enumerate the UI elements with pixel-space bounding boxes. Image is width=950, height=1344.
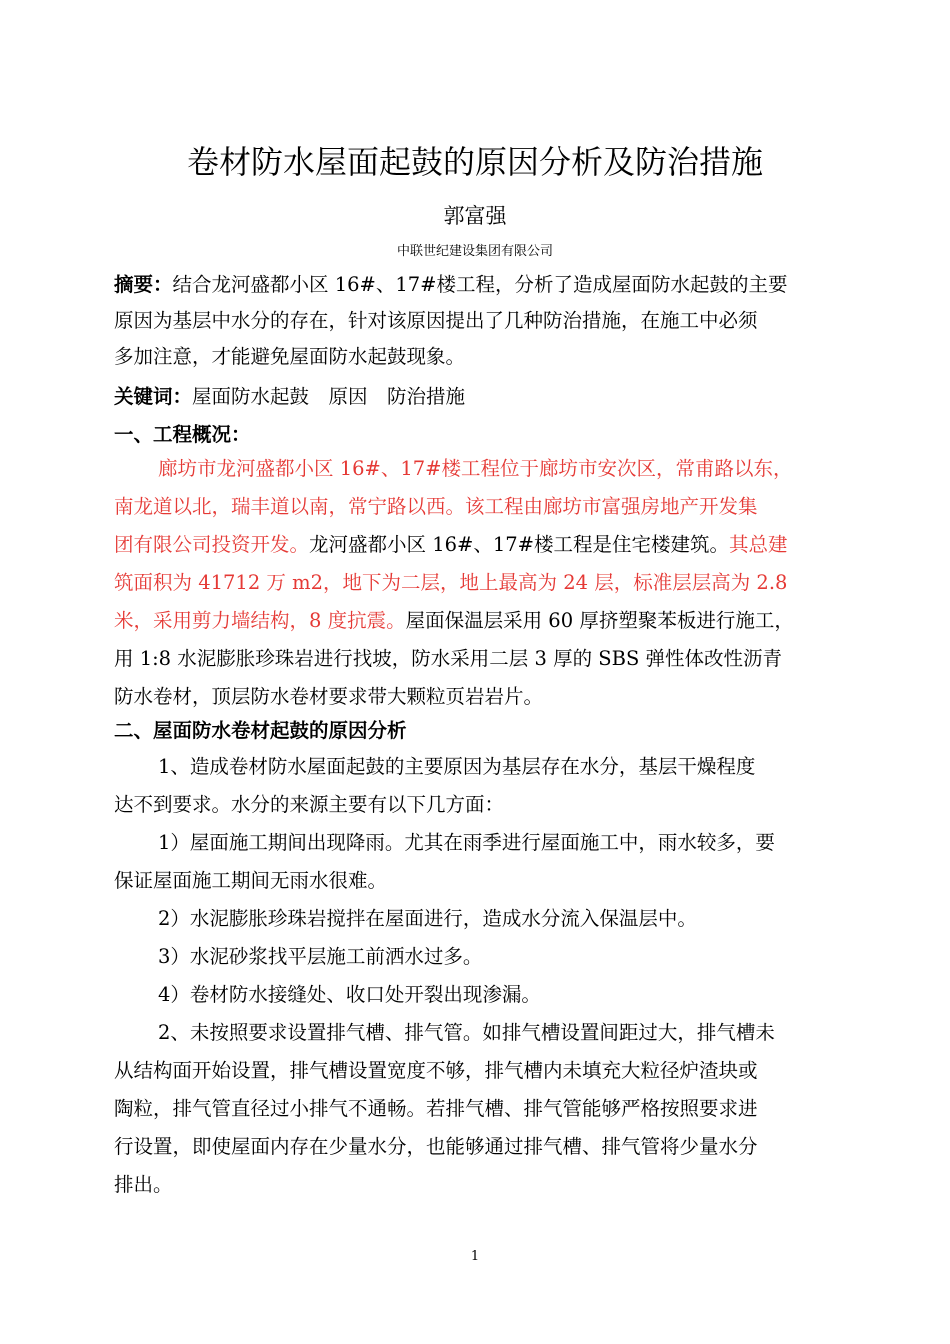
section-2-para-2-line-5: 排出。 xyxy=(114,1173,173,1196)
section-2-item-4: 4）卷材防水接缝处、收口处开裂出现渗漏。 xyxy=(158,983,541,1006)
author-name: 郭富强 xyxy=(443,204,507,228)
abstract-text-1: 结合龙河盛都小区 16#、17#楼工程，分析了造成屋面防水起鼓的主要 xyxy=(172,273,788,296)
section-1-para-line-3 xyxy=(114,528,844,562)
abstract-line-2: 原因为基层中水分的存在，针对该原因提出了几种防治措施，在施工中必须 xyxy=(114,309,758,332)
section-2-item-1-line-1: 1）屋面施工期间出现降雨。尤其在雨季进行屋面施工中，雨水较多，要 xyxy=(158,831,775,854)
section-1-para-line-6: 用 1:8 水泥膨胀珍珠岩进行找坡，防水采用二层 3 厚的 SBS 弹性体改性沥青 xyxy=(114,647,783,670)
section-2-para-2-line-2: 从结构面开始设置，排气槽设置宽度不够，排气槽内未填充大粒径炉渣块或 xyxy=(114,1059,758,1082)
section-1-para-line-4: 筑面积为 41712 万 m2，地下为二层，地上最高为 24 层，标准层层高为 2.8 xyxy=(114,571,788,594)
section-1-para-line-2: 南龙道以北，瑞丰道以南，常宁路以西。该工程由廊坊市富强房地产开发集 xyxy=(114,495,758,518)
keywords-text: 屋面防水起鼓 原因 防治措施 xyxy=(192,385,466,408)
section-2-item-3: 3）水泥砂浆找平层施工前洒水过多。 xyxy=(158,945,483,968)
section-1-para-line-5 xyxy=(114,604,844,638)
keywords-line xyxy=(114,380,844,414)
section-2-para-2-line-1: 2、未按照要求设置排气槽、排气管。如排气槽设置间距过大，排气槽未 xyxy=(158,1021,775,1044)
section-2-para-2-line-3: 陶粒，排气管直径过小排气不通畅。若排气槽、排气管能够严格按照要求进 xyxy=(114,1097,758,1120)
section-2-para-1-line-2: 达不到要求。水分的来源主要有以下几方面： xyxy=(114,793,505,816)
section-1-para-line-7: 防水卷材，顶层防水卷材要求带大颗粒页岩岩片。 xyxy=(114,685,544,708)
section-1-red-span-3: 米，采用剪力墙结构，8 度抗震。 xyxy=(114,609,406,632)
section-2-heading: 二、屋面防水卷材起鼓的原因分析 xyxy=(114,719,407,742)
abstract-line-1 xyxy=(114,268,844,302)
abstract-line-3: 多加注意，才能避免屋面防水起鼓现象。 xyxy=(114,345,466,368)
page-title: 卷材防水屋面起鼓的原因分析及防治措施 xyxy=(186,143,763,181)
section-1-black-span-2: 屋面保温层采用 60 厚挤塑聚苯板进行施工， xyxy=(405,609,794,632)
section-2-item-1-line-2: 保证屋面施工期间无雨水很难。 xyxy=(114,869,388,892)
abstract-label: 摘要： xyxy=(114,273,173,296)
section-1-red-span-2: 其总建 xyxy=(729,533,788,556)
author-affiliation: 中联世纪建设集团有限公司 xyxy=(396,244,553,259)
section-2-item-2: 2）水泥膨胀珍珠岩搅拌在屋面进行，造成水分流入保温层中。 xyxy=(158,907,697,930)
section-1-para-line-1: 廊坊市龙河盛都小区 16#、17#楼工程位于廊坊市安次区，常甫路以东， xyxy=(158,457,793,480)
section-1-black-span-1: 龙河盛都小区 16#、17#楼工程是住宅楼建筑。 xyxy=(309,533,730,556)
page-number: 1 xyxy=(470,1249,480,1264)
keywords-label: 关键词： xyxy=(114,385,193,408)
section-2-para-2-line-4: 行设置，即使屋面内存在少量水分，也能够通过排气槽、排气管将少量水分 xyxy=(114,1135,758,1158)
section-2-para-1-line-1: 1、造成卷材防水屋面起鼓的主要原因为基层存在水分，基层干燥程度 xyxy=(158,755,756,778)
section-1-red-span-1: 团有限公司投资开发。 xyxy=(114,533,310,556)
section-1-heading: 一、工程概况： xyxy=(114,423,251,446)
